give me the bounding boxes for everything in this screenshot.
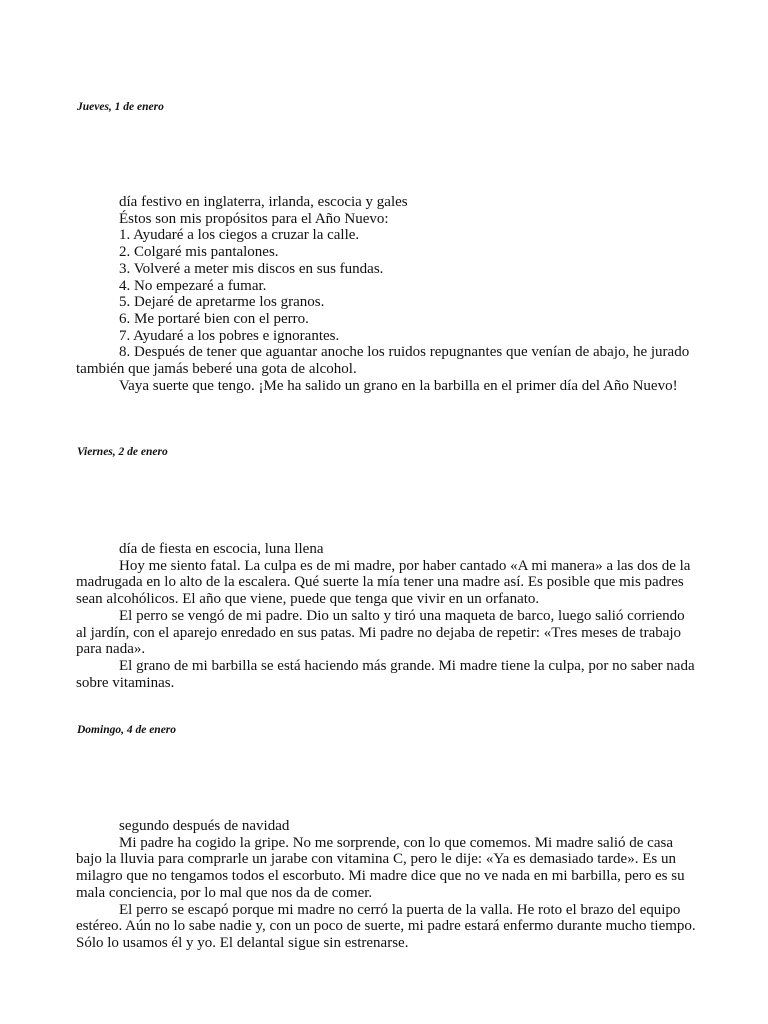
entry-paragraph: El perro se escapó porque mi madre no cerró la puerta de la valla. He roto el brazo del equipo estéreo. Aún no lo sabe nadie y, con un poco de suerte, mi padre estará enfermo durante mucho tiempo. Sólo lo usamos él y yo. El delantal sigue sin estrenarse.: [76, 901, 696, 951]
entry-paragraph: 5. Dejaré de apretarme los granos.: [119, 294, 325, 311]
entry-body: [76, 818, 696, 952]
entry-paragraph: Éstos son mis propósitos para el Año Nuevo:: [119, 210, 389, 227]
entry-paragraph: día de fiesta en escocia, luna llena: [119, 541, 324, 557]
entry-paragraph: 1. Ayudaré a los ciegos a cruzar la calle.: [119, 227, 360, 244]
entry-paragraph: Hoy me siento fatal. La culpa es de mi madre, por haber cantado «A mi manera» a las dos de la madrugada en lo alto de la escalera. Qué suerte la mía tener una madre así. Es posible que mis padres sean alcohólicos. El año que viene, puede que tenga que vivir en un orfanato.: [76, 557, 691, 608]
entry-paragraph: día festivo en inglaterra, irlanda, escocia y gales: [119, 194, 408, 210]
entry-paragraph: Mi padre ha cogido la gripe. No me sorprende, con lo que comemos. Mi madre salió de casa bajo la lluvia para comprarle un jarabe con vitamina C, pero le dije: «Ya es demasiado tarde». Es un milagro que no tengamos todos el escorbuto. Mi madre dice que no ve nada en mi barbilla, pero es su mala conciencia, por lo mal que nos da de comer.: [76, 834, 685, 901]
entry-paragraph: 3. Volveré a meter mis discos en sus fundas.: [119, 260, 384, 277]
entry-paragraph: El grano de mi barbilla se está haciendo más grande. Mi madre tiene la culpa, por no saber nada sobre vitaminas.: [76, 657, 695, 691]
entry-paragraph: 8. Después de tener que aguantar anoche los ruidos repugnantes que venían de abajo, he jurado también que jamás beberé una gota de alcohol.: [76, 344, 690, 378]
entry-body: [76, 541, 696, 691]
entry-body: [76, 194, 696, 394]
entry-paragraph: 7. Ayudaré a los pobres e ignorantes.: [119, 327, 340, 344]
entry-paragraph: El perro se vengó de mi padre. Dio un salto y tiró una maqueta de barco, luego salió corriendo al jardín, con el aparejo enredado en sus patas. Mi padre no dejaba de repetir: «Tres meses de trabajo para nada».: [76, 607, 685, 658]
entry-paragraph: 4. No empezaré a fumar.: [119, 277, 267, 294]
entry-heading: Jueves, 1 de enero: [77, 101, 164, 113]
entry-paragraph: segundo después de navidad: [119, 818, 290, 834]
entry-paragraph: 6. Me portaré bien con el perro.: [119, 310, 309, 327]
entry-heading: Viernes, 2 de enero: [77, 446, 168, 458]
entry-paragraph: Vaya suerte que tengo. ¡Me ha salido un grano en la barbilla en el primer día del Año Nuevo!: [119, 377, 678, 394]
entry-paragraph: 2. Colgaré mis pantalones.: [119, 244, 279, 261]
entry-heading: Domingo, 4 de enero: [77, 724, 177, 736]
